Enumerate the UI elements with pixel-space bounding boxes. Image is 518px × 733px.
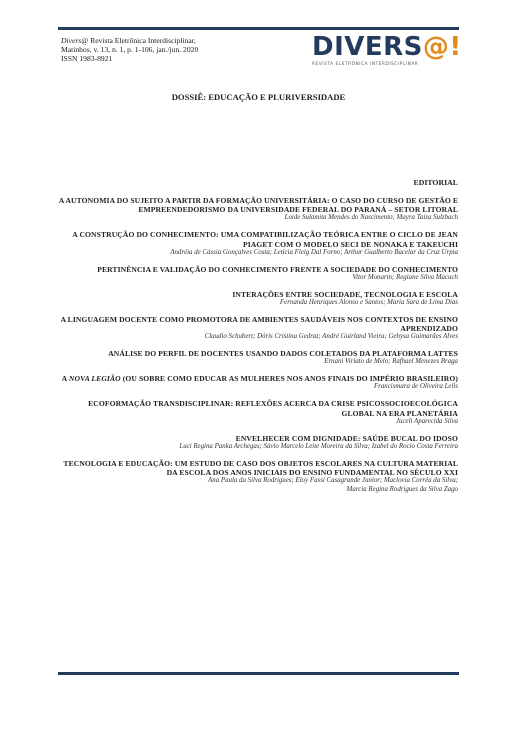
article-authors: Vitor Monarin; Regiane Silva Macuch	[352, 273, 458, 281]
dossie-title: DOSSIÊ: EDUCAÇÃO E PLURIVERSIDADE	[171, 92, 346, 102]
editorial-label: EDITORIAL	[413, 178, 458, 187]
toc-entry[interactable]	[58, 349, 458, 367]
article-title: A AUTONOMIA DO SUJEITO A PARTIR DA FORMAÇÃO UNIVERSITÁRIA: O CASO DO CURSO DE GESTÃO E EMPREENDEDORISMO DA UNIVERSIDADE FEDERAL DO PARANÁ – SETOR LITORAL	[58, 196, 458, 215]
logo-at-symbol: @!	[422, 32, 462, 62]
toc-entry[interactable]	[58, 434, 458, 452]
toc-entry[interactable]	[58, 230, 458, 257]
article-title: ECOFORMAÇÃO TRANSDISCIPLINAR: REFLEXÕES ACERCA DA CRISE PSICOSSOCIOECOLÓGICA GLOBAL NA ERA PLANETÁRIA	[88, 399, 458, 418]
journal-volume: Matinhos, v. 13, n. 1, p. 1-106, jan./jun. 2020	[61, 45, 199, 55]
article-authors: Juceli Aparecida Silva	[396, 417, 458, 425]
toc-entry[interactable]	[58, 196, 458, 223]
article-title: PERTINÊNCIA E VALIDAÇÃO DO CONHECIMENTO FRENTE A SOCIEDADE DO CONHECIMENTO	[97, 264, 458, 274]
article-title-prefix: A	[61, 374, 69, 384]
journal-logo	[312, 34, 462, 68]
article-authors-continued: Marcia Regina Rodrigues da Silva Zago	[346, 485, 458, 493]
article-title: ENVELHECER COM DIGNIDADE: SAÚDE BUCAL DO IDOSO	[235, 433, 458, 443]
toc-entry[interactable]	[58, 315, 458, 342]
logo-subtitle: REVISTA ELETRÔNICA INTERDISCIPLINAR	[312, 61, 419, 66]
header-rule	[58, 27, 459, 30]
toc-entry[interactable]	[58, 290, 458, 308]
logo-main-text: DIVERS	[312, 32, 423, 62]
article-title-rest: (OU SOBRE COMO EDUCAR AS MULHERES NOS ANOS FINAIS DO IMPÉRIO BRASILEIRO)	[120, 374, 458, 384]
article-authors: Fernanda Henriques Alonso e Santos; Maria Sara de Lima Dias	[279, 298, 458, 306]
article-title	[58, 374, 458, 383]
article-authors: Ernani Viriato de Melo; Rafhael Menezes Braga	[324, 358, 458, 366]
footer-rule	[58, 672, 459, 675]
table-of-contents	[58, 196, 458, 502]
article-title: TECNOLOGIA E EDUCAÇÃO: UM ESTUDO DE CASO DOS OBJETOS ESCOLARES NA CULTURA MATERIAL DA ESCOLA DOS ANOS INICIAIS DO ENSINO FUNDAMENTAL NO SÉCULO XXI	[63, 458, 458, 477]
journal-citation	[61, 36, 198, 64]
journal-subtitle: Revista Eletrônica Interdisciplinar,	[88, 36, 196, 45]
article-authors: Ana Paula da Silva Rodrigues; Eloy Fassi Casagrande Junior; Maclovia Corrêa da Silva;	[208, 477, 458, 485]
article-title: A CONSTRUÇÃO DO CONHECIMENTO: UMA COMPATIBILIZAÇÃO TEÓRICA ENTRE O CICLO DE JEAN PIAGET COM O MODELO SECI DE NONAKA E TAKEUCHI	[72, 230, 458, 249]
journal-issn: ISSN 1983-8921	[61, 54, 113, 64]
journal-name: Divers@	[61, 36, 89, 45]
article-authors: Loide Sulamita Mendes do Nascimento; Mayra Taiza Sulzbach	[284, 214, 458, 222]
article-title: A LINGUAGEM DOCENTE COMO PROMOTORA DE AMBIENTES SAUDÁVEIS NOS CONTEXTOS DE ENSINO APRENDIZADO	[60, 314, 458, 334]
article-authors: Luci Regina Panka Archegas; Sávio Marcelo Leite Moreira da Silva; Izabel do Rocio Costa Ferreira	[179, 442, 458, 450]
article-authors: Claudio Schubert; Dóris Cristina Gedrat; André Guirland Vieira; Gehysa Guimarães Alves	[204, 333, 458, 341]
article-authors: Andréia de Cássia Gonçalves Costa; Letícia Fleig Dal Forno; Arthur Gualberto Bacelar da Cruz Urpia	[170, 248, 458, 256]
toc-entry[interactable]	[58, 374, 458, 392]
toc-entry[interactable]	[58, 265, 458, 283]
toc-entry[interactable]	[58, 459, 458, 494]
article-title-italic: NOVA LEGIÃO	[68, 374, 121, 384]
article-title: ANÁLISE DO PERFIL DE DOCENTES USANDO DADOS COLETADOS DA PLATAFORMA LATTES	[108, 349, 458, 359]
article-title: INTERAÇÕES ENTRE SOCIEDADE, TECNOLOGIA E ESCOLA	[232, 289, 458, 299]
article-authors: Francismara de Oliveira Lelis	[373, 383, 458, 391]
toc-entry[interactable]	[58, 399, 458, 426]
